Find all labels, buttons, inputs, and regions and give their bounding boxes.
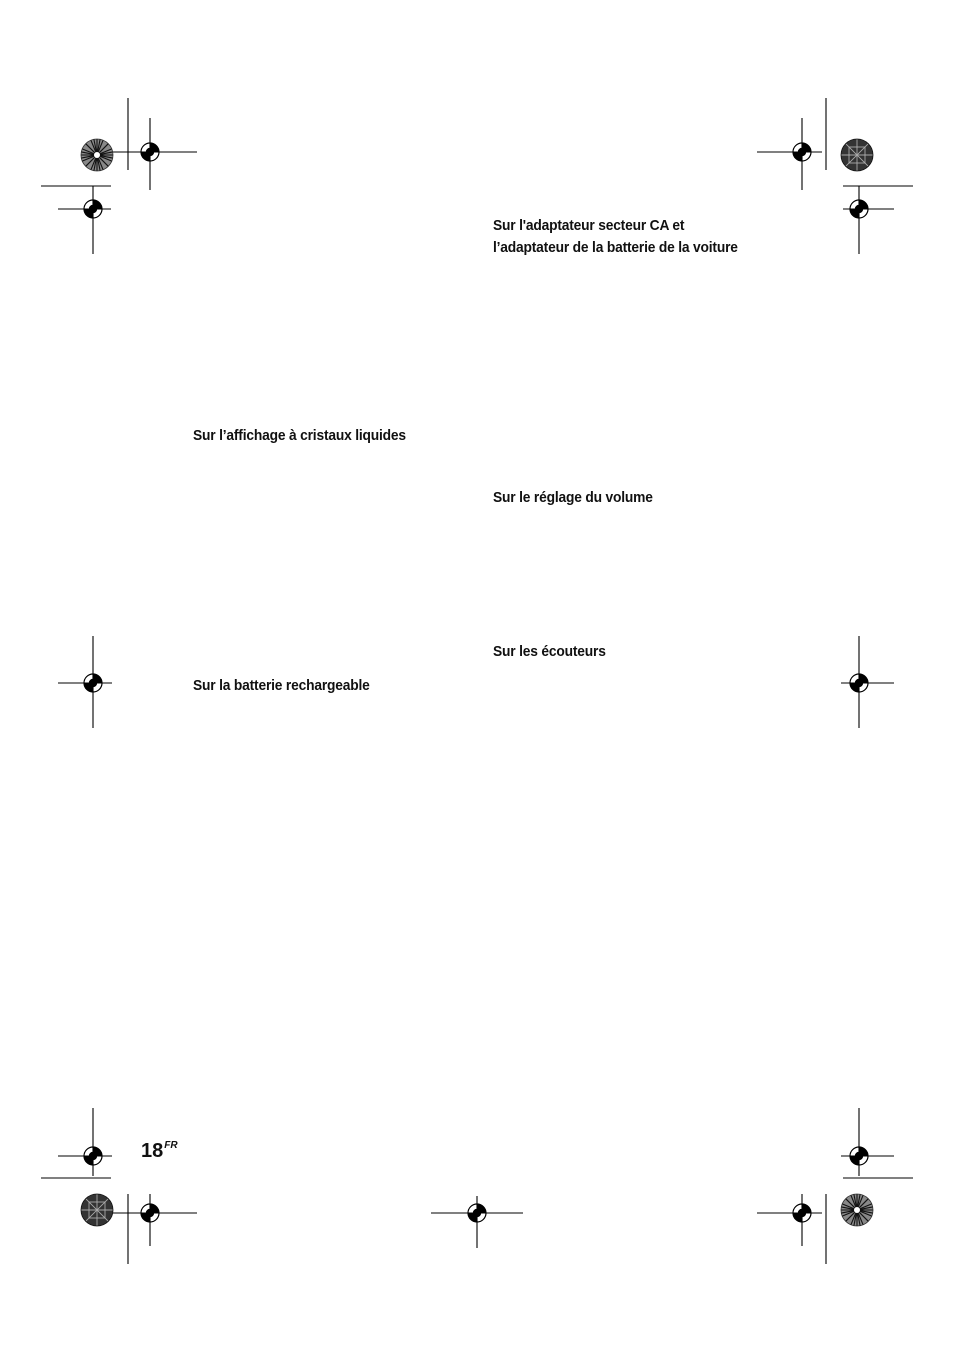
page-number-value: 18 — [141, 1140, 164, 1162]
color-wheel-icon — [841, 1194, 873, 1226]
registration-mark-icon — [84, 1147, 102, 1165]
registration-mark-icon — [793, 1204, 811, 1222]
heading-batterie: Sur la batterie rechargeable — [193, 677, 370, 694]
registration-mark-icon — [850, 1147, 868, 1165]
heading-affichage: Sur l’affichage à cristaux liquides — [193, 427, 406, 444]
registration-mark-icon — [468, 1204, 486, 1222]
page-number — [141, 1134, 178, 1163]
color-wheel-icon — [81, 139, 113, 171]
registration-mark-icon — [141, 143, 159, 161]
registration-mark-icon — [84, 674, 102, 692]
heading-adaptateur-line1: Sur l'adaptateur secteur CA et — [493, 217, 685, 234]
registration-mark-icon — [141, 1204, 159, 1222]
color-wheel-icon — [841, 139, 873, 171]
heading-volume: Sur le réglage du volume — [493, 489, 653, 506]
page-language-suffix: FR — [164, 1140, 178, 1151]
color-wheel-icon — [81, 1194, 113, 1226]
registration-mark-icon — [850, 200, 868, 218]
registration-mark-icon — [84, 200, 102, 218]
heading-adaptateur-line2: l’adaptateur de la batterie de la voiture — [493, 239, 738, 256]
heading-adaptateur — [493, 215, 738, 259]
heading-ecouteurs: Sur les écouteurs — [493, 643, 606, 660]
registration-mark-icon — [793, 143, 811, 161]
registration-mark-icon — [850, 674, 868, 692]
